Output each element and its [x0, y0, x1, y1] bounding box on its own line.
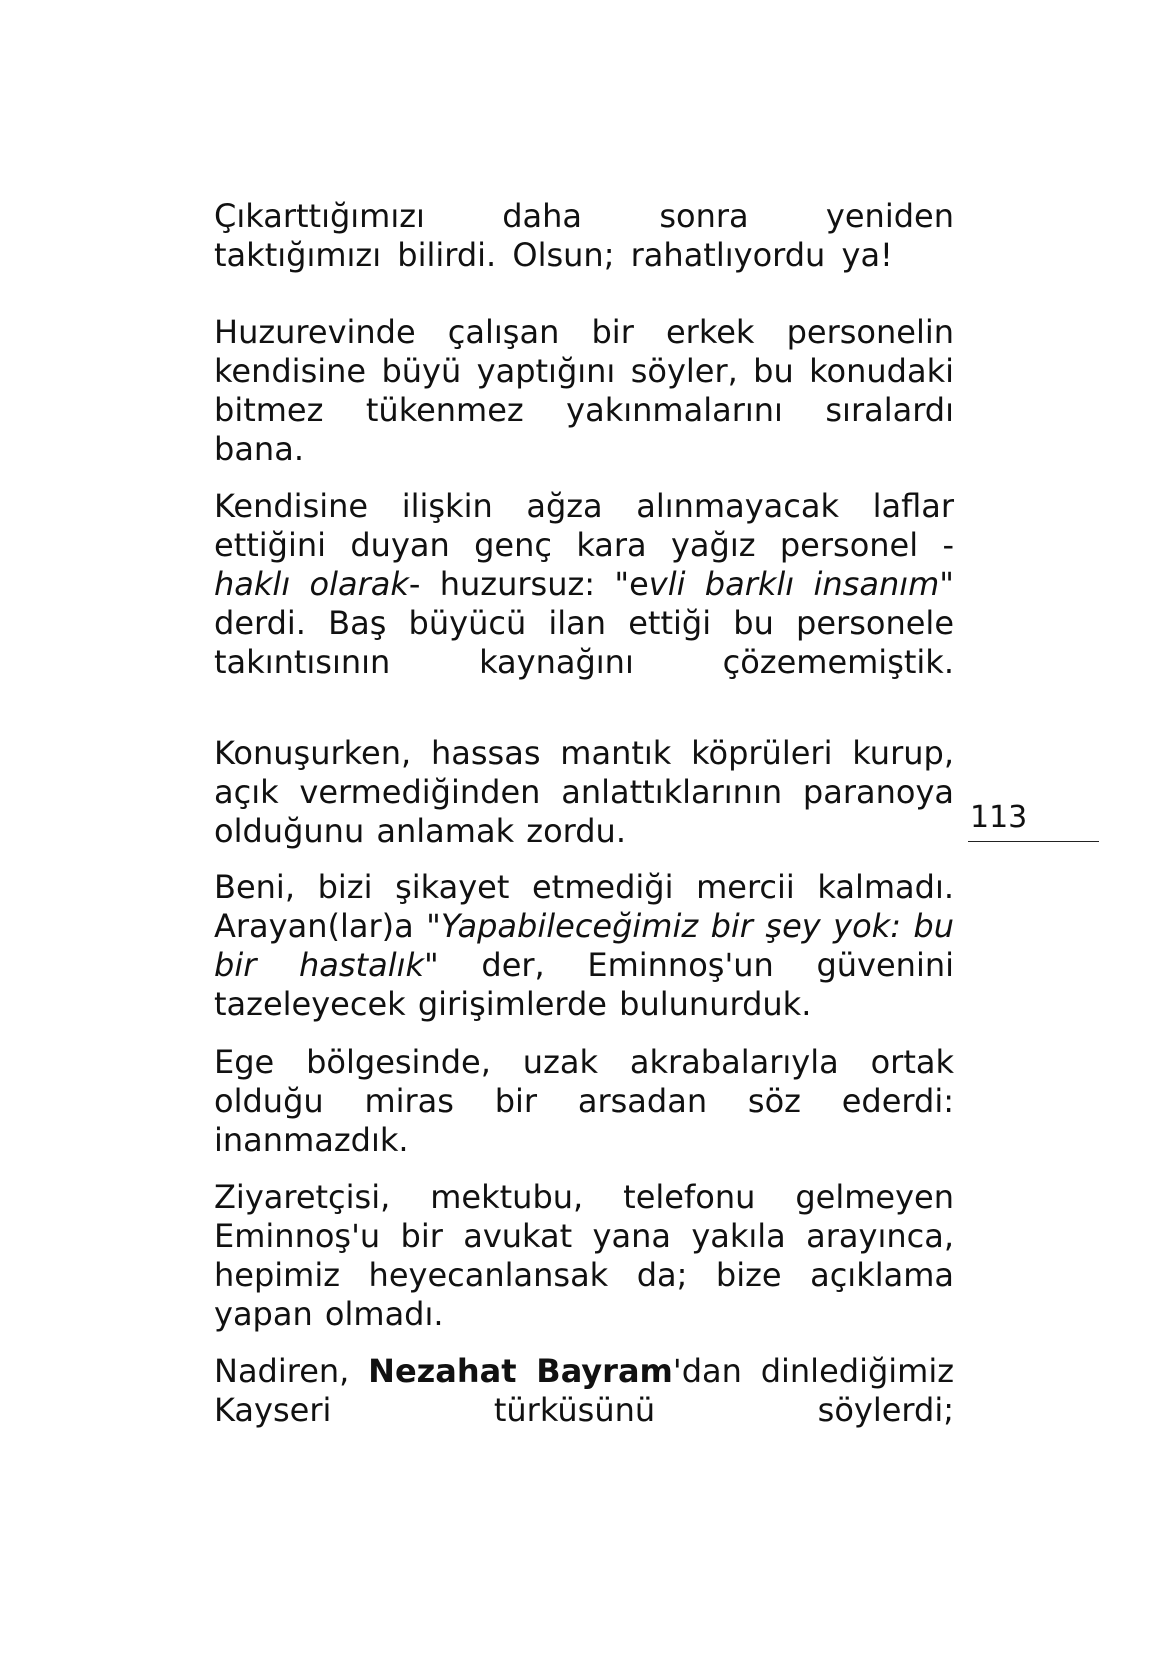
paragraph-2	[214, 313, 954, 469]
paragraph-8-bold-name: Nezahat Bayram	[368, 1352, 673, 1390]
paragraph-4	[214, 734, 954, 851]
paragraph-6-text: Ege bölgesinde, uzak akrabalarıyla ortak olduğu miras bir arsadan söz ederdi: inanmazdık.	[214, 1043, 954, 1159]
paragraph-3	[214, 487, 954, 682]
paragraph-7	[214, 1178, 954, 1334]
paragraph-7-text: Ziyaretçisi, mektubu, telefonu gelmeyen Eminnoş'u bir avukat yana yakıla arayınca, hepimiz heyecanlansak da; bize açıklama yapan olmadı.	[214, 1178, 954, 1333]
paragraph-5	[214, 868, 954, 1024]
page-number: 113	[970, 800, 1028, 835]
paragraph-1	[214, 197, 954, 275]
page-number-rule	[968, 841, 1099, 842]
paragraph-8	[214, 1352, 954, 1430]
paragraph-3-italic-2: vli barklı insanım	[648, 565, 940, 603]
paragraph-6	[214, 1043, 954, 1160]
paragraph-8-text	[214, 1352, 954, 1430]
paragraph-4-text: Konuşurken, hassas mantık köprüleri kurup, açık vermediğinden anlattıklarının paranoya olduğunu anlamak zordu.	[214, 734, 954, 850]
paragraph-1-line-1: Çıkarttığımızı daha sonra yeniden	[214, 197, 954, 235]
paragraph-3-italic-1: haklı olarak	[214, 565, 409, 603]
paragraph-2-text: Huzurevinde çalışan bir erkek personelin kendisine büyü yaptığını söyler, bu konudaki bitmez tükenmez yakınmalarını sıralardı bana.	[214, 313, 954, 468]
paragraph-3-part-2: - huzursuz: "e	[408, 565, 649, 603]
paragraph-5-part-1: Beni, bizi şikayet etmediği mercii kalmadı. Arayan(lar)a "	[214, 868, 954, 945]
paragraph-8-part-2: 'dan dinlediğimiz Kayseri türküsünü söylerdi;	[214, 1352, 955, 1429]
paragraph-5-italic-1: Yapabileceğimiz bir şey yok: bu bir hastalık	[214, 907, 955, 984]
paragraph-3-text	[214, 487, 954, 682]
paragraph-8-part-1: Nadiren,	[214, 1352, 369, 1390]
paragraph-1-line-2: taktığımızı bilirdi. Olsun; rahatlıyordu ya!	[214, 236, 893, 274]
paragraph-5-text	[214, 868, 954, 1024]
paragraph-3-part-3: " derdi. Baş büyücü ilan ettiği bu personele takıntısının kaynağını çözememiştik.	[214, 565, 955, 681]
paragraph-5-part-2: " der, Eminnoş'un güvenini tazeleyecek girişimlerde bulunurdu​k.	[214, 946, 955, 1023]
paragraph-3-part-1: Kendisine ilişkin ağza alınmayacak laflar ettiğini duyan genç kara yağız personel -	[214, 487, 954, 564]
